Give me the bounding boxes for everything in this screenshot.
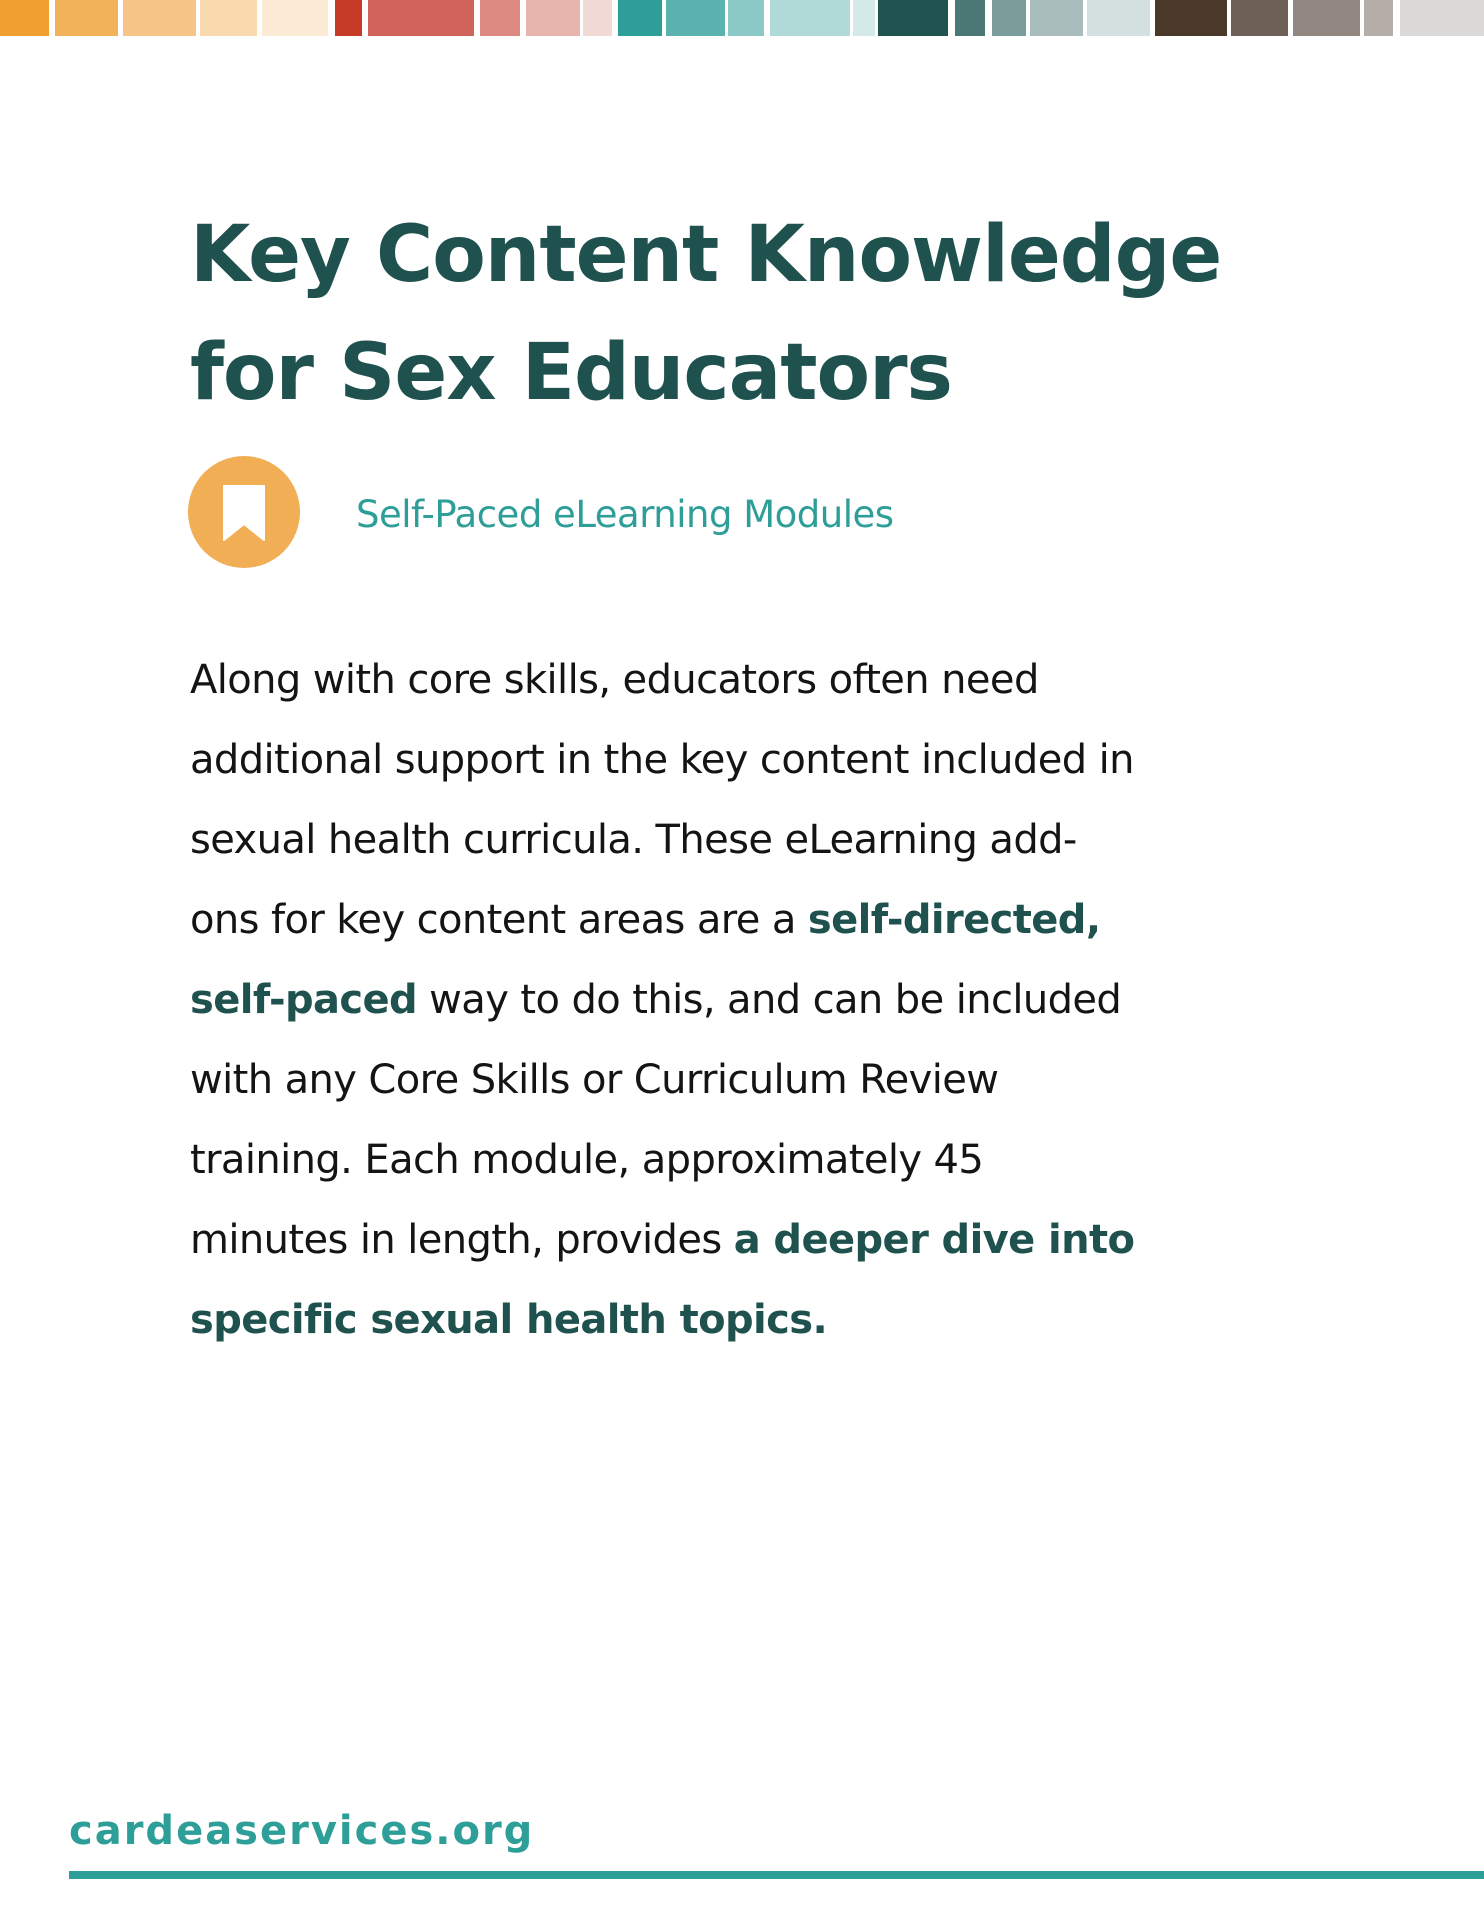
paragraph-line — [190, 1200, 1250, 1280]
text-run: ons for key content areas are a — [190, 897, 808, 943]
color-band-segment — [618, 0, 662, 36]
color-band-segment — [368, 0, 474, 36]
color-band-segment — [728, 0, 764, 36]
color-band-segment — [1364, 0, 1393, 36]
color-band-segment — [1293, 0, 1360, 36]
color-band-segment — [123, 0, 196, 36]
highlighted-phrase: self-paced — [190, 977, 418, 1023]
color-band-segment — [1400, 0, 1484, 36]
text-run: way to do this, and can be included — [417, 977, 1122, 1023]
color-band-segment — [878, 0, 948, 36]
color-band-segment — [853, 0, 875, 36]
paragraph-line — [190, 1120, 1250, 1200]
color-band-segment — [335, 0, 362, 36]
color-band-segment — [1231, 0, 1288, 36]
color-band-segment — [1087, 0, 1150, 36]
color-band-segment — [992, 0, 1026, 36]
decorative-color-band — [0, 0, 1484, 36]
paragraph-line — [190, 1280, 1250, 1360]
color-band-segment — [666, 0, 725, 36]
footer-divider — [69, 1871, 1484, 1879]
color-band-segment — [526, 0, 580, 36]
color-band-segment — [770, 0, 850, 36]
color-band-segment — [1030, 0, 1083, 36]
text-run: additional support in the key content included in — [190, 737, 1134, 783]
color-band-segment — [55, 0, 118, 36]
paragraph-line — [190, 720, 1250, 800]
text-run: minutes in length, provides — [190, 1217, 734, 1263]
color-band-segment — [200, 0, 257, 36]
text-run: sexual health curricula. These eLearning add- — [190, 817, 1077, 863]
paragraph-line — [190, 640, 1250, 720]
text-run: with any Core Skills or Curriculum Review — [190, 1057, 999, 1103]
color-band-segment — [0, 0, 49, 36]
title-line-2: for Sex Educators — [190, 328, 952, 418]
page-title — [190, 196, 1221, 432]
highlighted-phrase: a deeper dive into — [733, 1217, 1135, 1263]
color-band-segment — [480, 0, 520, 36]
highlighted-phrase: self-directed, — [807, 897, 1101, 943]
module-type-label: Self-Paced eLearning Modules — [356, 493, 894, 536]
color-band-segment — [1155, 0, 1227, 36]
color-band-segment — [262, 0, 328, 36]
bookmark-icon — [188, 456, 300, 568]
paragraph-line — [190, 960, 1250, 1040]
title-line-1: Key Content Knowledge — [190, 210, 1222, 300]
website-link[interactable]: cardeaservices.org — [69, 1808, 535, 1854]
paragraph-line — [190, 800, 1250, 880]
text-run: Along with core skills, educators often need — [190, 657, 1039, 703]
paragraph-line — [190, 880, 1250, 960]
paragraph-line — [190, 1040, 1250, 1120]
description-paragraph — [190, 640, 1250, 1360]
color-band-segment — [955, 0, 985, 36]
color-band-segment — [583, 0, 612, 36]
module-type-badge — [188, 455, 300, 569]
highlighted-phrase: specific sexual health topics. — [190, 1297, 828, 1343]
text-run: training. Each module, approximately 45 — [190, 1137, 984, 1183]
